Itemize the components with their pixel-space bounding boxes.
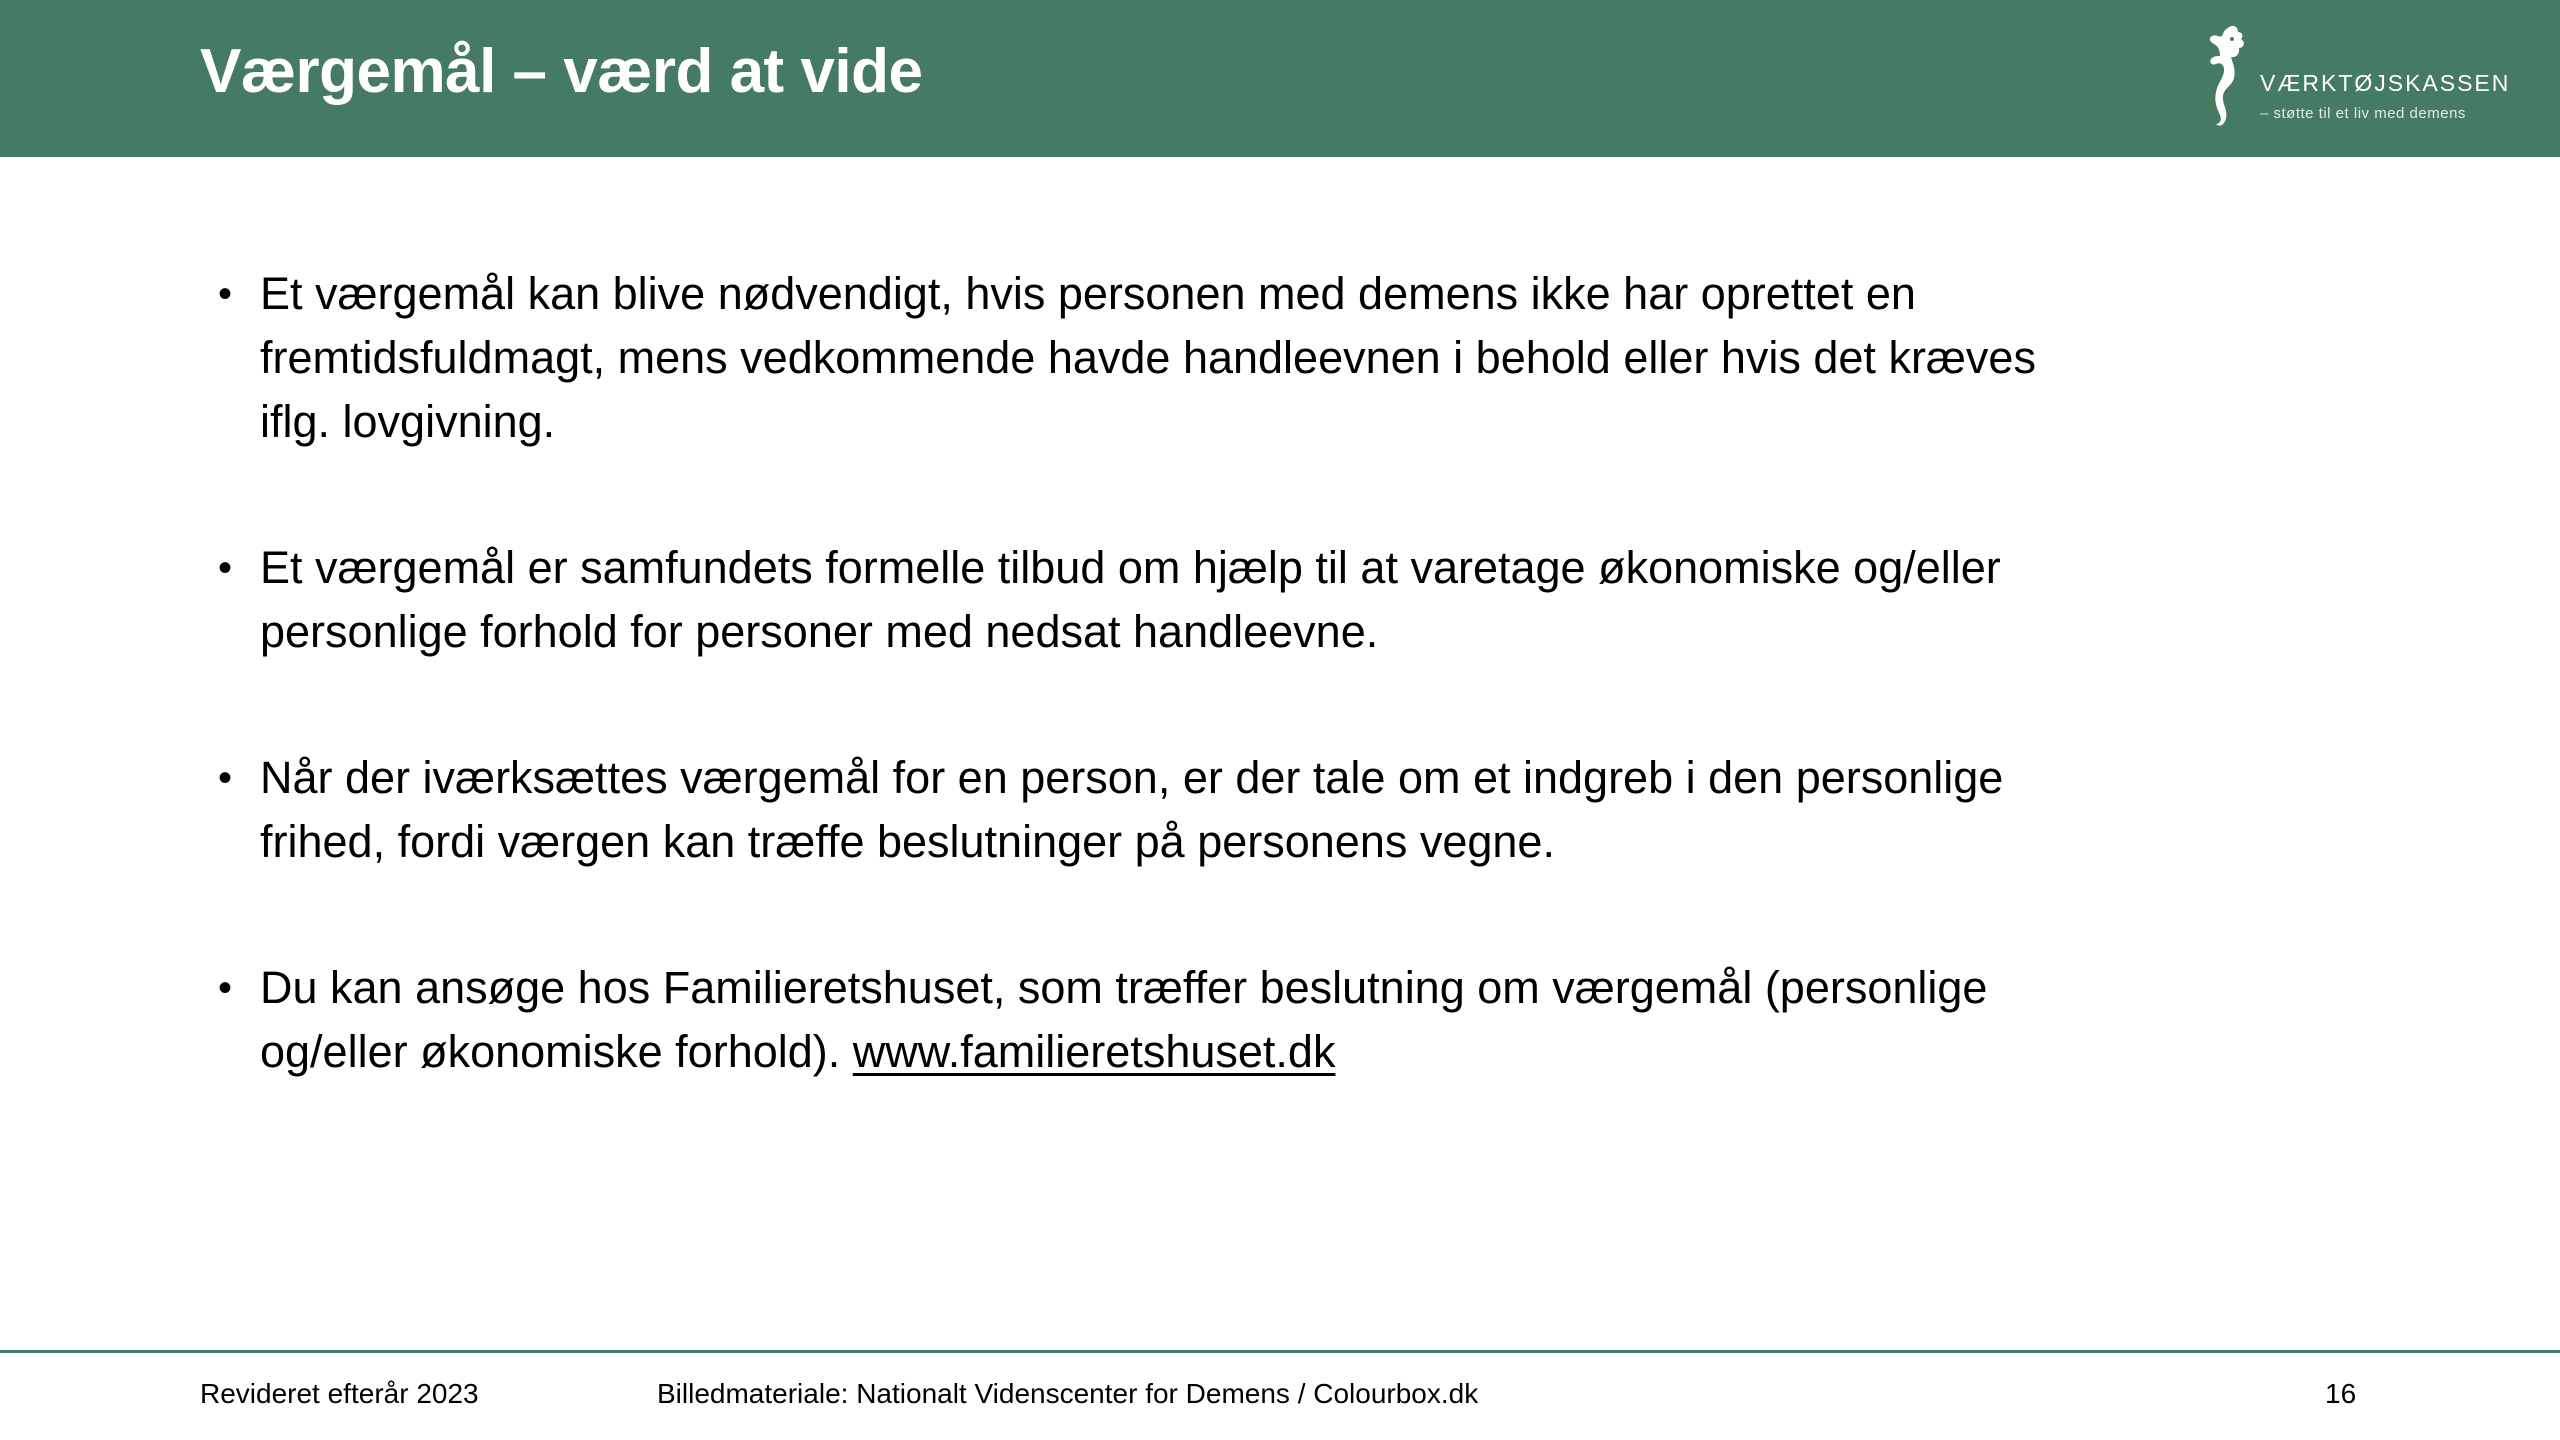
bullet-dot: • (218, 756, 233, 800)
bullet-item (218, 956, 2118, 1084)
bullet-item (218, 536, 2118, 664)
page-number: 16 (2325, 1378, 2357, 1409)
logo-tagline: – støtte til et liv med demens (2260, 105, 2466, 122)
bullet-item (218, 262, 2118, 454)
bullet-text: Når der iværksættes værgemål for en person, er der tale om et indgreb i den personlige frihed, fordi værgen kan træffe beslutninger på personens vegne. (260, 752, 2004, 867)
bullet-list (218, 262, 2118, 1084)
logo-name: VÆRKTØJSKASSEN (2260, 70, 2511, 96)
bullet-dot: • (218, 272, 233, 316)
seahorse-icon (2194, 20, 2254, 140)
bullet-text: Et værgemål er samfundets formelle tilbud om hjælp til at varetage økonomiske og/eller personlige forhold for personer med nedsat handleevne. (260, 542, 2001, 657)
footer-divider (0, 1350, 2560, 1353)
footer-credits: Billedmateriale: Nationalt Videnscenter for Demens / Colourbox.dk (657, 1378, 1479, 1409)
familieretshuset-link[interactable]: www.familieretshuset.dk (852, 1026, 1336, 1077)
vaerktojskassen-logo (2194, 20, 2534, 140)
bullet-text: Du kan ansøge hos Familieretshuset, som træffer beslutning om værgemål (personlige og/eller økonomiske forhold). (260, 962, 1988, 1077)
bullet-dot: • (218, 966, 233, 1010)
bullet-dot: • (218, 546, 233, 590)
bullet-item (218, 746, 2118, 874)
bullet-text: Et værgemål kan blive nødvendigt, hvis personen med demens ikke har oprettet en fremtidsfuldmagt, mens vedkommende havde handleevnen i behold eller hvis det kræves iflg. lovgivning. (260, 268, 2036, 447)
slide-header (0, 0, 2560, 157)
footer-revised: Revideret efterår 2023 (200, 1378, 479, 1409)
slide-title: Værgemål – værd at vide (200, 37, 923, 106)
